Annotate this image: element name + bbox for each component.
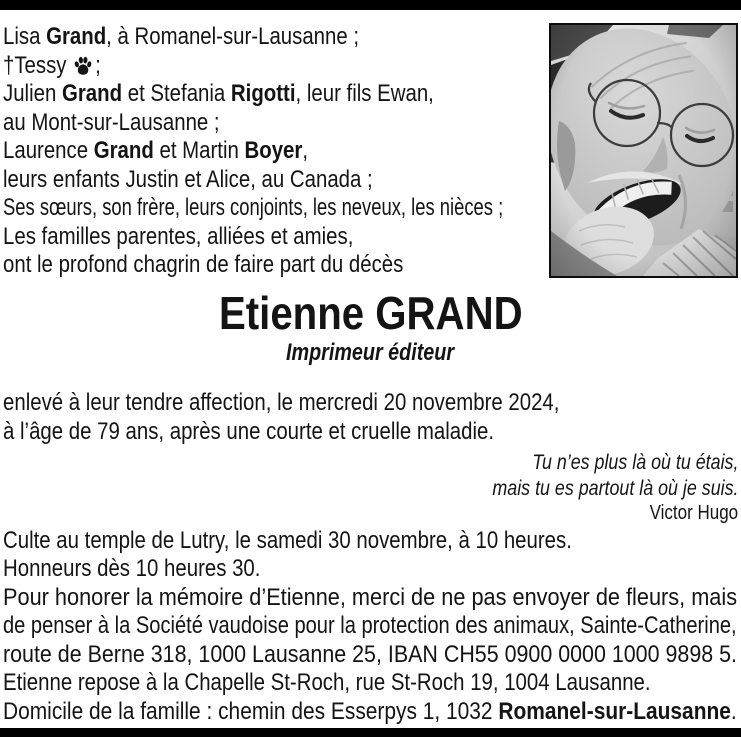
family-line-4: au Mont-sur-Lausanne ; (3, 108, 220, 136)
quote-block (449, 450, 738, 526)
ceremony-details (3, 527, 738, 726)
tessy-label: †Tessy (3, 51, 73, 79)
top-border-rule (0, 0, 741, 10)
detail-line-chapelle: Etienne repose à la Chapelle St-Roch, rue St-Roch 19, 1004 Lausanne. (3, 669, 651, 697)
detail-line-culte: Culte au temple de Lutry, le samedi 30 novembre, à 10 heures. (3, 527, 572, 554)
deceased-header (0, 288, 741, 368)
detail-line-domicile: Domicile de la famille : chemin des Esserpys 1, 1032 Romanel-sur-Lausanne. (3, 697, 737, 725)
detail-line-iban: route de Berne 318, 1000 Lausanne 25, IBAN CH55 0900 0000 1000 9898 5. (3, 640, 737, 668)
death-announcement (3, 389, 658, 446)
bottom-border-rule (0, 728, 741, 737)
quote-author: Victor Hugo (649, 502, 738, 524)
detail-line-honneurs: Honneurs dès 10 heures 30. (3, 555, 261, 583)
family-line-1: Lisa Grand, à Romanel-sur-Lausanne ; (3, 23, 360, 50)
family-line-9: ont le profond chagrin de faire part du décès (3, 251, 404, 278)
detail-line-fleurs: Pour honorer la mémoire d’Etienne, merci de ne pas envoyer de fleurs, mais (3, 583, 738, 611)
announcement-line-2: à l’âge de 79 ans, après une courte et cruelle maladie. (3, 417, 495, 445)
paw-icon (74, 56, 93, 76)
deceased-profession: Imprimeur éditeur (286, 339, 455, 366)
family-line-6: leurs enfants Justin et Alice, au Canada ; (3, 165, 373, 193)
quote-line-2: mais tu es partout là où je suis. (491, 476, 738, 500)
portrait-photo (549, 23, 738, 278)
family-line-8: Les familles parentes, alliées et amies, (3, 222, 354, 250)
family-line-7: Ses sœurs, son frère, leurs conjoints, les neveux, les nièces ; (3, 194, 504, 221)
family-line-5: Laurence Grand et Martin Boyer, (3, 137, 309, 164)
deceased-name: Etienne GRAND (218, 287, 523, 339)
tessy-semicolon: ; (95, 51, 101, 79)
announcement-line-1: enlevé à leur tendre affection, le mercredi 20 novembre 2024, (3, 389, 560, 416)
family-line-3: Julien Grand et Stefania Rigotti, leur fils Ewan, (3, 80, 434, 107)
quote-line-1: Tu n’es plus là où tu étais, (531, 451, 738, 474)
family-line-tessy (3, 52, 101, 81)
detail-line-societe: de penser à la Société vaudoise pour la protection des animaux, Sainte-Catherine, (3, 612, 737, 640)
